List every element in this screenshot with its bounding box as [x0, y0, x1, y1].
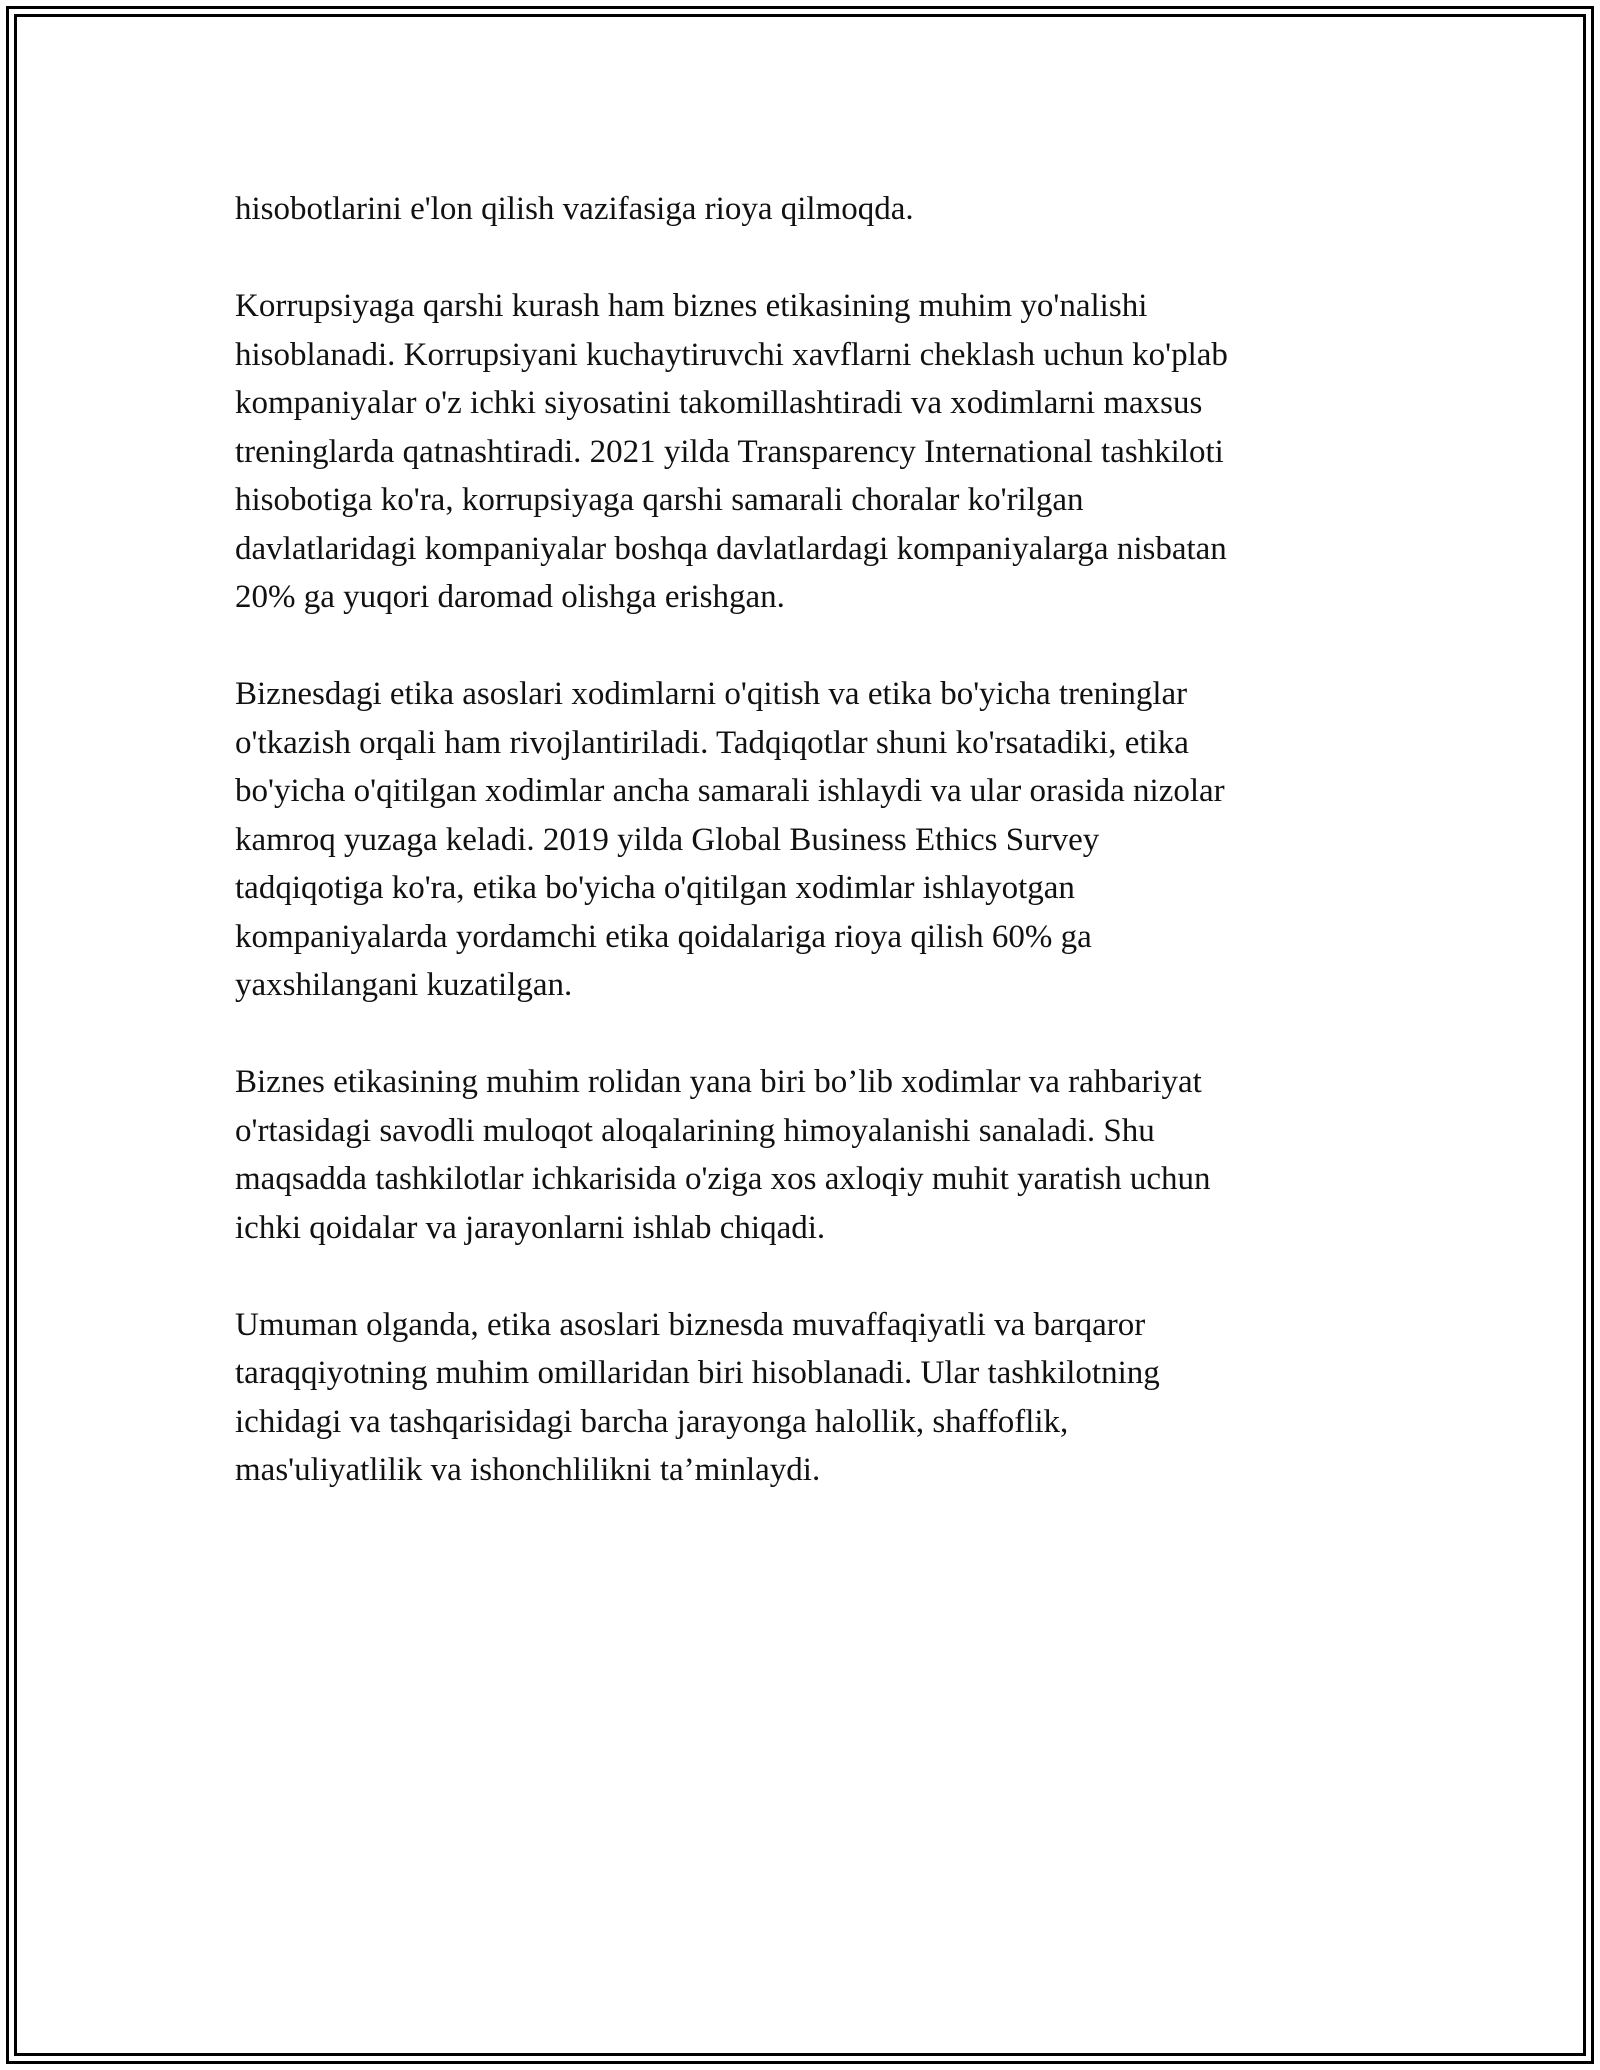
paragraph-communication: Biznes etikasining muhim rolidan yana biri bo’lib xodimlar va rahbariyat o'rtasidagi savodli muloqot aloqalarining himoyalanishi sanaladi. Shu maqsadda tashkilotlar ichkarisida o'ziga xos axloqiy muhit yaratish uchun ichki qoidalar va jarayonlarni ishlab chiqadi.: [235, 1064, 1211, 1246]
paragraph-conclusion: Umuman olganda, etika asoslari biznesda muvaffaqiyatli va barqaror taraqqiyotning muhim omillaridan biri hisoblanadi. Ular tashkilotning ichidagi va tashqarisidagi barcha jarayonga halollik, shaffoflik, mas'uliyatlilik va ishonchlilikni ta’minlaydi.: [235, 1306, 1160, 1488]
paragraph-reporting-duty: hisobotlarini e'lon qilish vazifasiga rioya qilmoqda.: [235, 191, 914, 227]
paragraph-ethics-training: Biznesdagi etika asoslari xodimlarni o'qitish va etika bo'yicha treninglar o'tkazish orqali ham rivojlantiriladi. Tadqiqotlar shuni ko'rsatadiki, etika bo'yicha o'qitilgan xodimlar ancha samarali ishlaydi va ular orasida nizolar kamroq yuzaga keladi. 2019 yilda Global Business Ethics Survey tadqiqotiga ko'ra, etika bo'yicha o'qitilgan xodimlar ishlayotgan kompaniyalarda yordamchi etika qoidalariga rioya qilish 60% ga yaxshilangani kuzatilgan.: [235, 676, 1225, 1003]
document-body: [235, 185, 1365, 1543]
paragraph-anti-corruption: Korrupsiyaga qarshi kurash ham biznes etikasining muhim yo'nalishi hisoblanadi. Korrupsiyani kuchaytiruvchi xavflarni cheklash uchun ko'plab kompaniyalar o'z ichki siyosatini takomillashtiradi va xodimlarni maxsus treninglarda qatnashtiradi. 2021 yilda Transparency International tashkiloti hisobotiga ko'ra, korrupsiyaga qarshi samarali choralar ko'rilgan davlatlaridagi kompaniyalar boshqa davlatlardagi kompaniyalarga nisbatan 20% ga yuqori daromad olishga erishgan.: [235, 288, 1228, 615]
